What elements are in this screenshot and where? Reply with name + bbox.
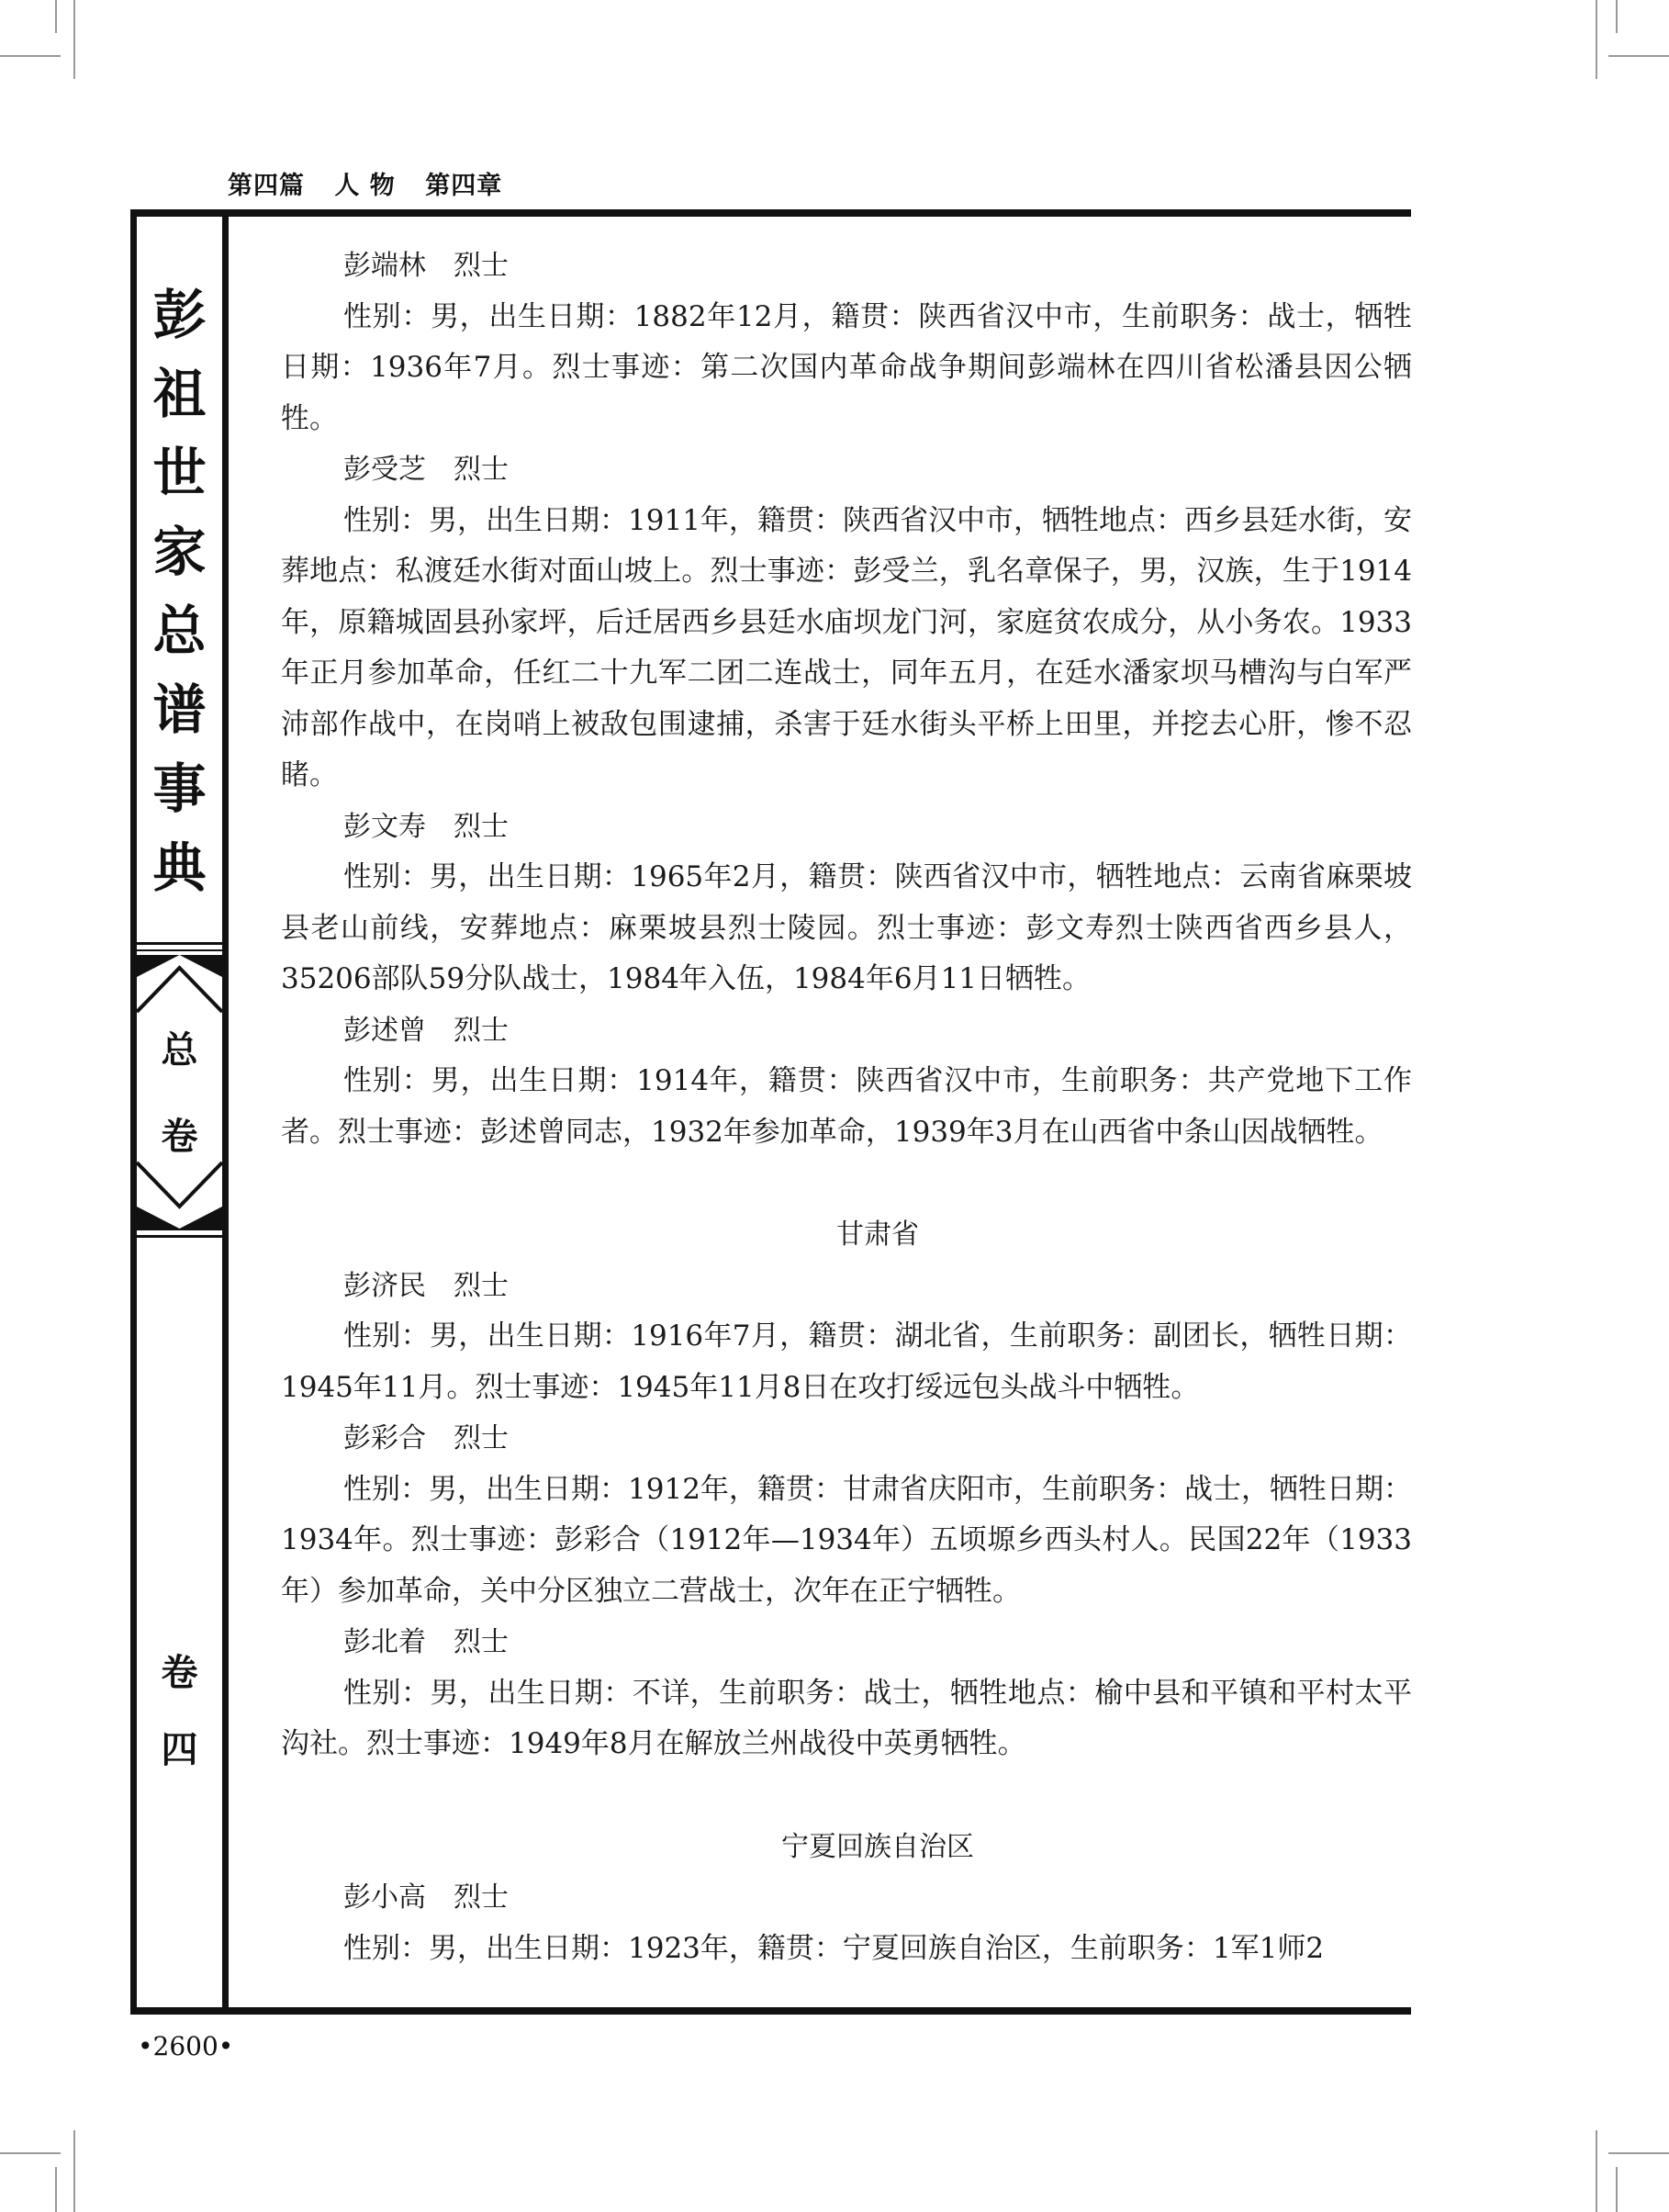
spine-divider <box>137 1229 222 1230</box>
crop-mark <box>1608 55 1669 57</box>
crop-mark <box>1616 0 1618 33</box>
spine-chevron-bottom <box>137 1159 222 1229</box>
running-head-part: 第四篇 <box>228 172 305 200</box>
crop-mark <box>1608 2152 1669 2154</box>
spine-book-char: 四 <box>161 1728 198 1771</box>
frame-bottom-rule <box>130 2007 1411 2015</box>
crop-mark <box>55 2167 57 2212</box>
crop-mark <box>0 2152 61 2154</box>
province-heading: 宁夏回族自治区 <box>781 1830 974 1863</box>
spine-title-char: 家 <box>152 521 207 583</box>
spine-chevron-top <box>137 955 222 1021</box>
spine-volume-char: 总 <box>161 1028 198 1072</box>
spine-title-char: 事 <box>152 758 207 820</box>
running-head-chapter: 第四章 <box>425 172 503 200</box>
entry-heading: 彭小高 烈士 <box>343 1881 509 1914</box>
entry-body: 性别：男，出生日期：不详，生前职务：战士，牺牲地点：榆中县和平镇和平村太平沟社。烈士事迹：1949年8月在解放兰州战役中英勇牺牲。 <box>281 1676 1412 1760</box>
spine-divider <box>137 949 222 951</box>
spine-book-char: 卷 <box>161 1651 198 1694</box>
entry-body: 性别：男，出生日期：1882年12月，籍贯：陕西省汉中市，生前职务：战士，牺牲日期：1936年7月。烈士事迹：第二次国内革命战争期间彭端林在四川省松潘县因公牺牲。 <box>281 299 1412 435</box>
entry-heading: 彭彩合 烈士 <box>343 1422 509 1454</box>
entry-heading: 彭端林 烈士 <box>343 250 509 282</box>
entry-body: 性别：男，出生日期：1911年，籍贯：陕西省汉中市，牺牲地点：西乡县廷水街，安葬地点：私渡廷水街对面山坡上。烈士事迹：彭受兰，乳名章保子，男，汉族，生于1914年，原籍城固县孙家坪，后迁居西乡县廷水庙坝龙门河，家庭贫农成分，从小务农。1933年正月参加革命，任红二十九军二团二连战士，同年五月，在廷水潘家坝马槽沟与白军严沛部作战中，在岗哨上被敌包围逮捕，杀害于廷水街头平桥上田里，并挖去心肝，惨不忍睹。 <box>281 503 1412 792</box>
spine-title-char: 彭 <box>152 284 207 346</box>
crop-mark <box>73 0 75 79</box>
spine-divider <box>137 942 222 945</box>
entry-body: 性别：男，出生日期：1965年2月，籍贯：陕西省汉中市，牺牲地点：云南省麻栗坡县老山前线，安葬地点：麻栗坡县烈士陵园。烈士事迹：彭文寿烈士陕西省西乡县人，35206部队59分队战士，1984年入伍，1984年6月11日牺牲。 <box>281 860 1412 995</box>
crop-mark <box>73 2130 75 2212</box>
entry-body: 性别：男，出生日期：1916年7月，籍贯：湖北省，生前职务：副团长，牺牲日期：1945年11月。烈士事迹：1945年11月8日在攻打绥远包头战斗中牺牲。 <box>281 1319 1412 1404</box>
running-head-section: 人 物 <box>334 172 396 200</box>
frame-left-rule <box>130 209 137 2015</box>
spine-book-label <box>137 1644 222 1773</box>
main-text <box>281 241 1412 1974</box>
province-heading: 甘肃省 <box>836 1218 919 1251</box>
crop-mark <box>55 0 57 33</box>
entry-heading: 彭北着 烈士 <box>343 1626 509 1658</box>
frame-top-rule <box>130 209 1411 217</box>
page-number: •2600• <box>138 2031 234 2061</box>
spine-title-char: 祖 <box>152 363 207 425</box>
entry-heading: 彭述曾 烈士 <box>343 1014 509 1047</box>
spine-volume-char: 卷 <box>161 1115 198 1158</box>
spine-title-char: 世 <box>152 442 207 504</box>
entry-body: 性别：男，出生日期：1923年，籍贯：宁夏回族自治区，生前职务：1军1师2 <box>343 1931 1325 1965</box>
spine-title-char: 谱 <box>152 679 207 741</box>
crop-mark <box>0 55 61 57</box>
spine-volume-label <box>137 1021 222 1160</box>
entry-body: 性别：男，出生日期：1914年，籍贯：陕西省汉中市，生前职务：共产党地下工作者。烈士事迹：彭述曾同志，1932年参加革命，1939年3月在山西省中条山因战牺牲。 <box>281 1064 1412 1149</box>
spine-title-char: 总 <box>152 600 207 662</box>
spine-title-char: 典 <box>152 837 207 899</box>
entry-body: 性别：男，出生日期：1912年，籍贯：甘肃省庆阳市，生前职务：战士，牺牲日期：1934年。烈士事迹：彭彩合（1912年—1934年）五顷塬乡西头村人。民国22年（1933年）参加革命，关中分区独立二营战士，次年在正宁牺牲。 <box>281 1472 1412 1608</box>
entry-heading: 彭济民 烈士 <box>343 1269 509 1302</box>
entry-heading: 彭受芝 烈士 <box>343 454 509 486</box>
spine-book-title <box>137 275 222 907</box>
entry-heading: 彭文寿 烈士 <box>343 810 509 843</box>
crop-mark <box>1596 2130 1597 2212</box>
crop-mark <box>1596 0 1597 79</box>
running-head <box>228 165 522 201</box>
frame-inner-rule <box>222 209 229 2015</box>
crop-mark <box>1616 2167 1618 2212</box>
spine-divider <box>137 1235 222 1238</box>
